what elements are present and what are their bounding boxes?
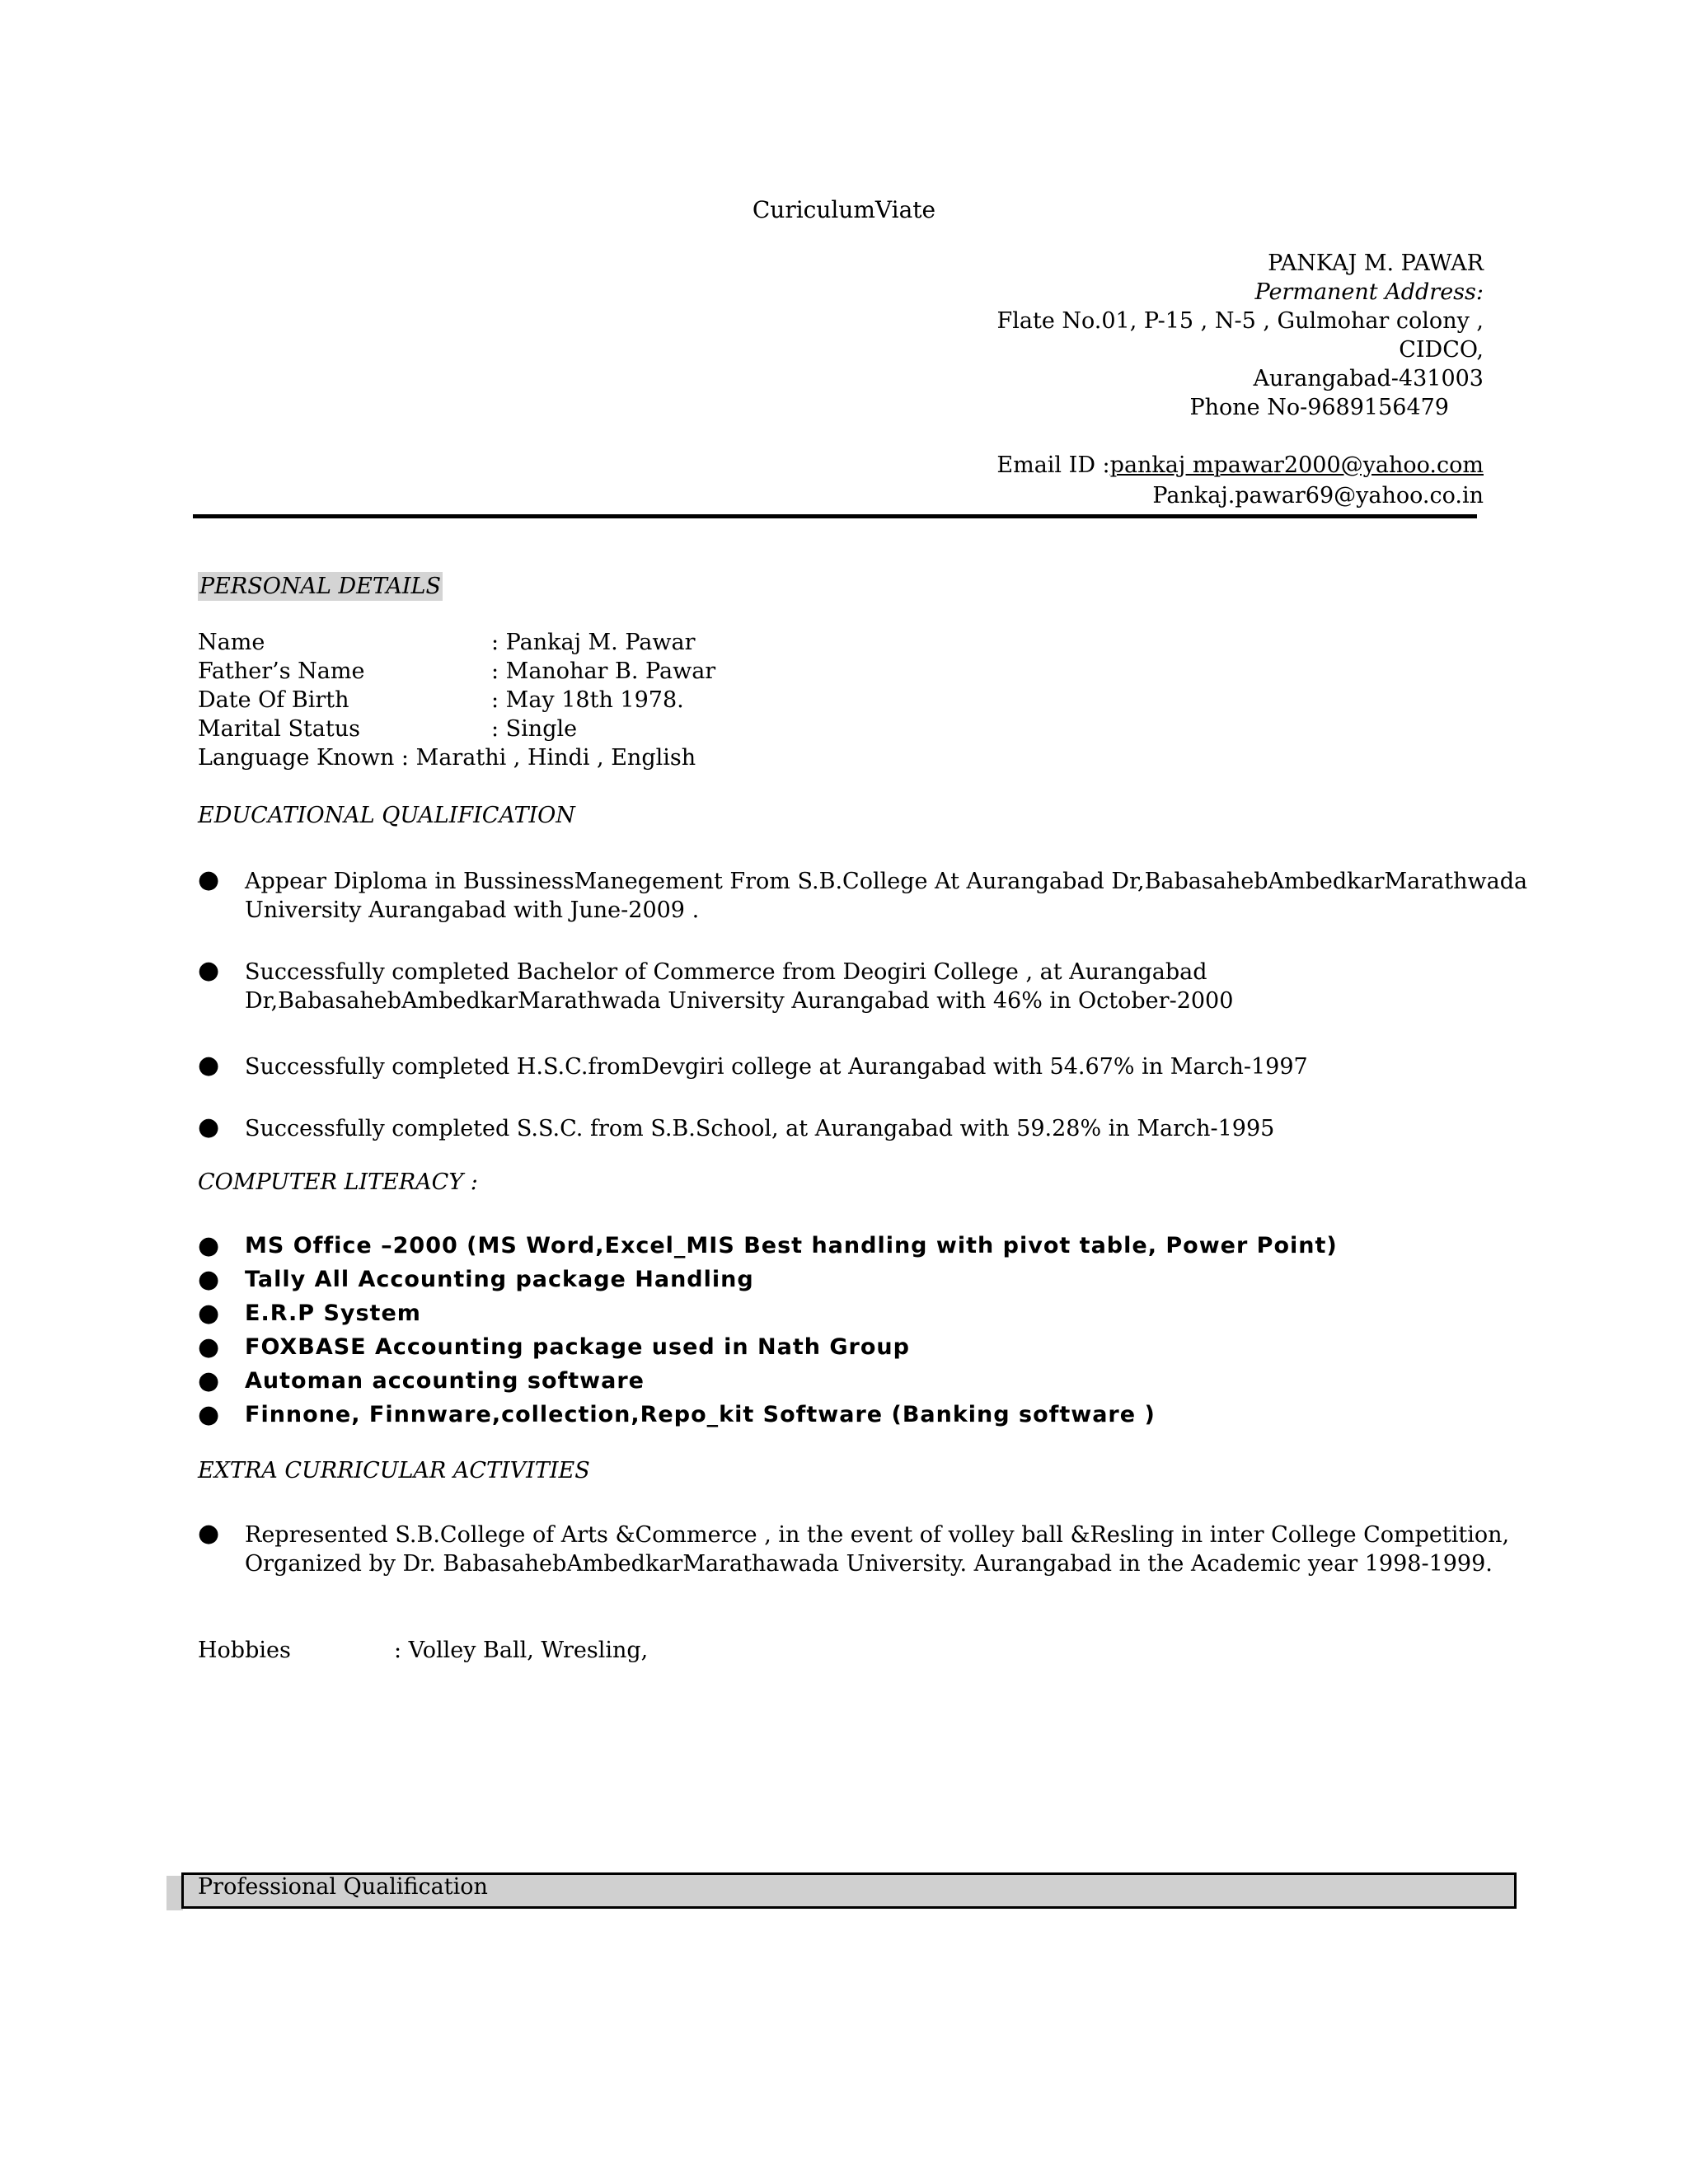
education-item-3: Successfully completed H.S.C.fromDevgiri college at Aurangabad with 54.67% in March-1997 bbox=[245, 1054, 1308, 1080]
phone-number: Phone No-9689156479 bbox=[1189, 395, 1449, 420]
bullet-icon: ● bbox=[198, 1231, 220, 1260]
professional-box-shadow bbox=[166, 1876, 183, 1910]
education-item-1-line1: Appear Diploma in BussinessManegement From S.B.College At Aurangabad Dr,BabasahebAmbedkarMarathwada bbox=[245, 869, 1528, 894]
address-label: Permanent Address: bbox=[1254, 279, 1484, 305]
education-heading: EDUCATIONAL QUALIFICATION bbox=[198, 803, 575, 828]
bullet-icon: ● bbox=[198, 1113, 220, 1141]
computer-literacy-heading: COMPUTER LITERACY : bbox=[198, 1169, 478, 1195]
bullet-icon: ● bbox=[198, 956, 220, 985]
bullet-icon: ● bbox=[198, 1265, 220, 1294]
marital-status-label: Marital Status bbox=[198, 716, 360, 742]
bullet-icon: ● bbox=[198, 1051, 220, 1080]
extra-item-line2: Organized by Dr. BabasahebAmbedkarMarathawada University. Aurangabad in the Academic year 1998-1999. bbox=[245, 1551, 1493, 1577]
education-item-4: Successfully completed S.S.C. from S.B.School, at Aurangabad with 59.28% in March-1995 bbox=[245, 1116, 1275, 1141]
bullet-icon: ● bbox=[198, 1299, 220, 1328]
dob-label: Date Of Birth bbox=[198, 687, 349, 713]
education-item-2-line1: Successfully completed Bachelor of Commerce from Deogiri College , at Aurangabad bbox=[245, 959, 1207, 985]
email-row bbox=[996, 451, 1484, 480]
professional-qualification-heading: Professional Qualification bbox=[198, 1874, 488, 1900]
computer-item-2: Tally All Accounting package Handling bbox=[245, 1267, 754, 1292]
father-name-value: : Manohar B. Pawar bbox=[491, 658, 716, 684]
bullet-icon: ● bbox=[198, 1366, 220, 1395]
hobbies-label: Hobbies bbox=[198, 1638, 291, 1663]
header-divider bbox=[193, 514, 1477, 518]
dob-value: : May 18th 1978. bbox=[491, 687, 684, 713]
education-item-1 bbox=[245, 867, 1527, 925]
personal-details-heading: PERSONAL DETAILS bbox=[199, 574, 441, 599]
language-known: Language Known : Marathi , Hindi , English bbox=[198, 745, 696, 771]
document-title: CuriculumViate bbox=[752, 196, 936, 223]
email-link-1[interactable]: pankaj mpawar2000@yahoo.com bbox=[1109, 452, 1484, 478]
computer-item-1: MS Office –2000 (MS Word,Excel_MIS Best handling with pivot table, Power Point) bbox=[245, 1233, 1338, 1258]
computer-item-5: Automan accounting software bbox=[245, 1368, 645, 1394]
name-label: Name bbox=[198, 630, 265, 655]
computer-item-4: FOXBASE Accounting package used in Nath Group bbox=[245, 1334, 910, 1360]
address-line-3: Aurangabad-431003 bbox=[1253, 366, 1484, 391]
address-line-2: CIDCO, bbox=[1399, 337, 1484, 363]
email-label: Email ID : bbox=[996, 452, 1110, 478]
extra-curricular-heading: EXTRA CURRICULAR ACTIVITIES bbox=[198, 1458, 590, 1483]
bullet-icon: ● bbox=[198, 865, 220, 894]
address-line-1: Flate No.01, P-15 , N-5 , Gulmohar colony , bbox=[996, 308, 1484, 334]
bullet-icon: ● bbox=[198, 1333, 220, 1361]
father-name-label: Father’s Name bbox=[198, 658, 365, 684]
education-item-2-line2: Dr,BabasahebAmbedkarMarathwada University Aurangabad with 46% in October-2000 bbox=[245, 988, 1234, 1014]
hobbies-value: : Volley Ball, Wresling, bbox=[394, 1638, 649, 1663]
computer-item-3: E.R.P System bbox=[245, 1301, 421, 1326]
computer-item-6: Finnone, Finnware,collection,Repo_kit Software (Banking software ) bbox=[245, 1402, 1156, 1427]
marital-status-value: : Single bbox=[491, 716, 578, 742]
extra-item-line1: Represented S.B.College of Arts &Commerce , in the event of volley ball &Resling in inter College Competition, bbox=[245, 1522, 1510, 1548]
header-name: PANKAJ M. PAWAR bbox=[1268, 251, 1484, 276]
extra-item bbox=[245, 1521, 1509, 1578]
education-item-1-line2: University Aurangabad with June-2009 . bbox=[245, 898, 700, 923]
name-value: : Pankaj M. Pawar bbox=[491, 630, 696, 655]
email-link-2[interactable]: Pankaj.pawar69@yahoo.co.in bbox=[1152, 483, 1484, 509]
bullet-icon: ● bbox=[198, 1519, 220, 1548]
education-item-2 bbox=[245, 958, 1233, 1015]
bullet-icon: ● bbox=[198, 1400, 220, 1429]
